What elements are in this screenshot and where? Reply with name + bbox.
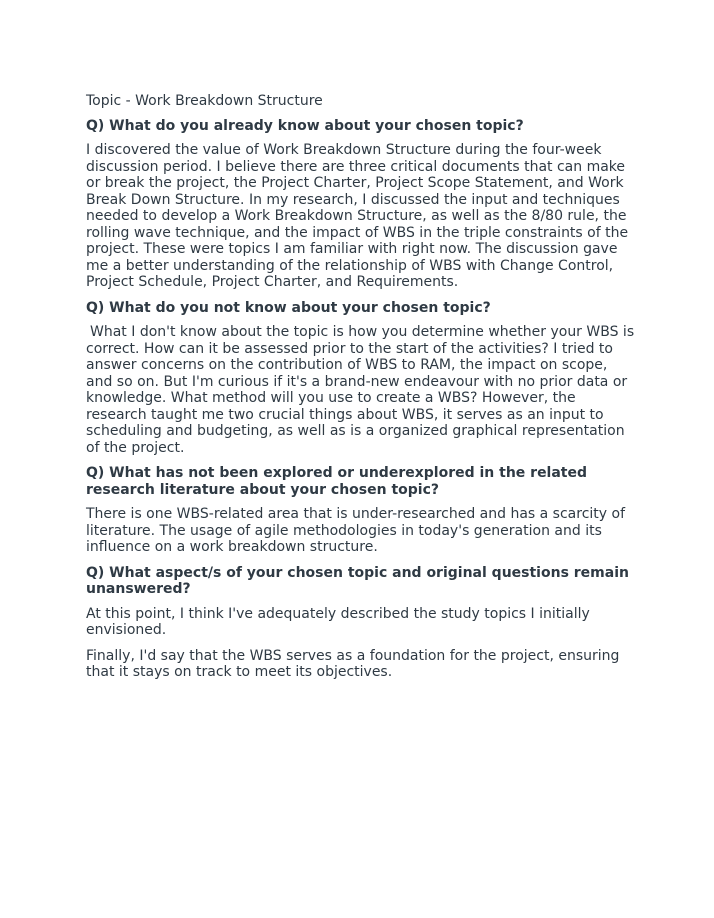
answer-3-paragraph: There is one WBS-related area that is under-researched and has a scarcity of literature. The usage of agile methodologies in today's generation and its influence on a work breakdown structure. (86, 506, 625, 555)
document-topic: Topic - Work Breakdown Structure (86, 93, 323, 109)
answer-4-paragraph: At this point, I think I've adequately described the study topics I initially envisioned. (86, 605, 590, 638)
question-1: Q) What do you already know about your chosen topic? (86, 117, 524, 134)
question-3: Q) What has not been explored or underexplored in the related research literature about your chosen topic? (86, 465, 588, 498)
document-page (86, 93, 638, 690)
question-4: Q) What aspect/s of your chosen topic and original questions remain unanswered? (86, 564, 629, 597)
answer-1-paragraph: I discovered the value of Work Breakdown Structure during the four-week discussion period. I believe there are three critical documents that can make or break the project, the Project Charter, Project Scope Statement, and Work Break Down Structure. In my research, I discussed the input and techniques needed to develop a Work Breakdown Structure, as well as the 8/80 rule, the rolling wave technique, and the impact of WBS in the triple constraints of the project. These were topics I am familiar with right now. The discussion gave me a better understanding of the relationship of WBS with Change Control, Project Schedule, Project Charter, and Requirements. (86, 142, 629, 290)
answer-2-paragraph: What I don't know about the topic is how you determine whether your WBS is correct. How can it be assessed prior to the start of the activities? I tried to answer concerns on the contribution of WBS to RAM, the impact on scope, and so on. But I'm curious if it's a brand-new endeavour with no prior data or knowledge. What method will you use to create a WBS? However, the research taught me two crucial things about WBS, it serves as an input to scheduling and budgeting, as well as is a organized graphical representation of the project. (86, 324, 635, 456)
closing-paragraph: Finally, I'd say that the WBS serves as a foundation for the project, ensuring that it stays on track to meet its objectives. (86, 647, 620, 680)
question-2: Q) What do you not know about your chosen topic? (86, 299, 491, 316)
